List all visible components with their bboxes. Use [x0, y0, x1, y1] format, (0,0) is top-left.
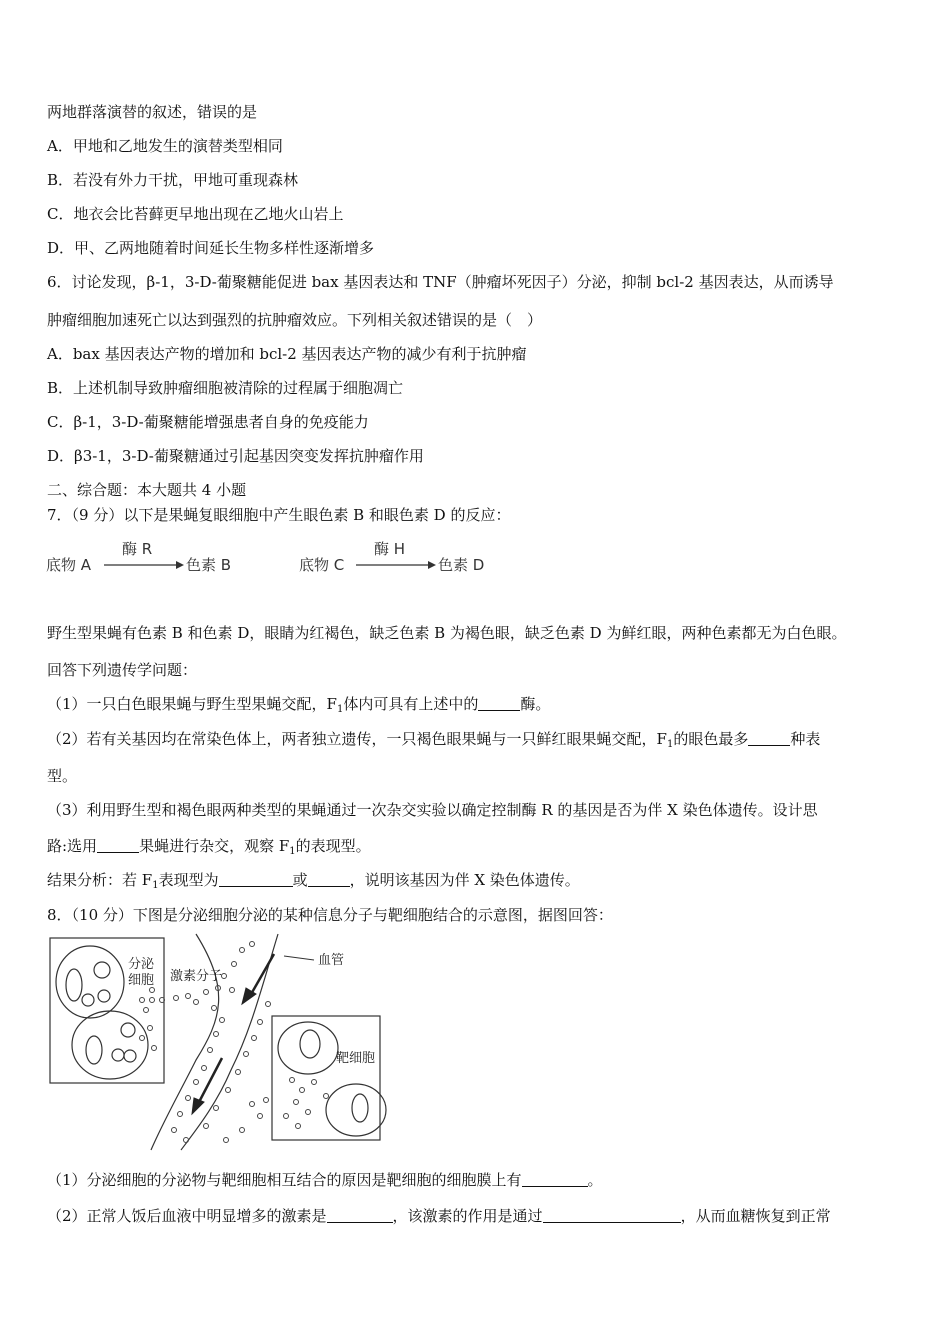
- answer-blank[interactable]: [308, 872, 350, 887]
- label-vessel: 血管: [318, 953, 345, 968]
- enzyme-r-label: 酶 R: [122, 540, 153, 558]
- q6-option-b: B．上述机制导致肿瘤细胞被清除的过程属于细胞凋亡: [47, 379, 404, 397]
- arrow-h-head: [428, 561, 436, 569]
- target-cell-2: [326, 1084, 386, 1136]
- q5-stem-tail: 两地群落演替的叙述，错误的是: [47, 103, 258, 121]
- q7-sub3-line1: （3）利用野生型和褐色眼两种类型的果蝇通过一次杂交实验以确定控制酶 R 的基因是否为伴 X 染色体遗传。设计思: [47, 801, 818, 819]
- target-cell-box: [272, 1016, 380, 1140]
- arrow-r-head: [176, 561, 184, 569]
- section-2-heading: 二、综合题：本大题共 4 小题: [47, 481, 247, 499]
- substrate-c-label: 底物 C: [299, 556, 345, 574]
- q6-option-a: A．bax 基因表达产物的增加和 bcl-2 基因表达产物的减少有利于抗肿瘤: [47, 345, 527, 363]
- q6-stem-line1: 6．讨论发现，β-1，3-D-葡聚糖能促进 bax 基因表达和 TNF（肿瘤坏死因子）分泌，抑制 bcl-2 基因表达，从而诱导: [47, 273, 834, 291]
- q8-sub2: （2）正常人饭后血液中明显增多的激素是 ，该激素的作用是通过 ，从而血糖恢复到正常: [47, 1207, 831, 1225]
- blood-vessel-wall-right: [181, 934, 278, 1150]
- enzyme-h-label: 酶 H: [374, 540, 406, 558]
- q8-stem: 8．（10 分）下图是分泌细胞分泌的某种信息分子与靶细胞结合的示意图，据图回答：: [47, 906, 613, 924]
- q6-option-d: D．β3-1，3-D-葡聚糖通过引起基因突变发挥抗肿瘤作用: [47, 447, 424, 465]
- answer-blank[interactable]: [97, 838, 139, 853]
- answer-blank[interactable]: [478, 696, 520, 711]
- answer-blank[interactable]: [327, 1208, 393, 1223]
- pigment-d-label: 色素 D: [438, 556, 485, 574]
- q7-paragraph-2: 回答下列遗传学问题：: [47, 661, 198, 679]
- flow-arrow-lower: [198, 1058, 222, 1104]
- q7-sub2-cont: 型。: [47, 767, 78, 785]
- q7-sub2: （2）若有关基因均在常染色体上，两者独立遗传，一只褐色眼果蝇与一只鲜红眼果蝇交配，$F_1$的眼色最多 种表: [47, 730, 821, 750]
- q5-option-c: C．地衣会比苔藓更早地出现在乙地火山岩上: [47, 205, 344, 223]
- q6-stem-line2: 肿瘤细胞加速死亡以达到强烈的抗肿瘤效应。下列相关叙述错误的是（ ）: [47, 311, 543, 329]
- answer-blank[interactable]: [219, 872, 293, 887]
- q7-paragraph-1: 野生型果蝇有色素 B 和色素 D，眼睛为红褐色，缺乏色素 B 为褐色眼，缺乏色素 D 为鲜红眼，两种色素都无为白色眼。: [47, 624, 847, 642]
- q7-sub3-line2: 路:选用 果蝇进行杂交，观察 $F_1$的表现型。: [47, 837, 371, 857]
- blood-vessel-wall-left: [151, 934, 219, 1150]
- q8-sub1: （1）分泌细胞的分泌物与靶细胞相互结合的原因是靶细胞的细胞膜上有 。: [47, 1171, 603, 1189]
- substrate-a-label: 底物 A: [46, 556, 92, 574]
- answer-blank[interactable]: [543, 1208, 681, 1223]
- label-target-cell: 靶细胞: [336, 1051, 376, 1066]
- q5-option-a: A．甲地和乙地发生的演替类型相同: [47, 137, 283, 155]
- secretory-cell-2: [72, 1011, 148, 1079]
- hormone-signaling-figure: [46, 930, 406, 1152]
- flow-arrow-upper: [250, 954, 274, 996]
- q7-sub1: （1）一只白色眼果蝇与野生型果蝇交配，$F_1$体内可具有上述中的 酶。: [47, 695, 551, 715]
- pigment-b-label: 色素 B: [186, 556, 232, 574]
- answer-blank[interactable]: [748, 731, 790, 746]
- reaction-diagram: [44, 536, 504, 586]
- q7-result: 结果分析：若 $F_1$表现型为 或 ，说明该基因为伴 X 染色体遗传。: [47, 871, 580, 891]
- q5-option-b: B．若没有外力干扰，甲地可重现森林: [47, 171, 299, 189]
- label-hormone: 激素分子: [170, 969, 223, 984]
- q5-option-d: D．甲、乙两地随着时间延长生物多样性逐渐增多: [47, 239, 375, 257]
- label-secretory-cell-line1: 分泌: [128, 957, 155, 972]
- answer-blank[interactable]: [522, 1172, 588, 1187]
- label-secretory-cell-line2: 细胞: [128, 973, 155, 988]
- q6-option-c: C．β-1，3-D-葡聚糖能增强患者自身的免疫能力: [47, 413, 369, 431]
- q7-stem: 7．（9 分）以下是果蝇复眼细胞中产生眼色素 B 和眼色素 D 的反应：: [47, 506, 511, 524]
